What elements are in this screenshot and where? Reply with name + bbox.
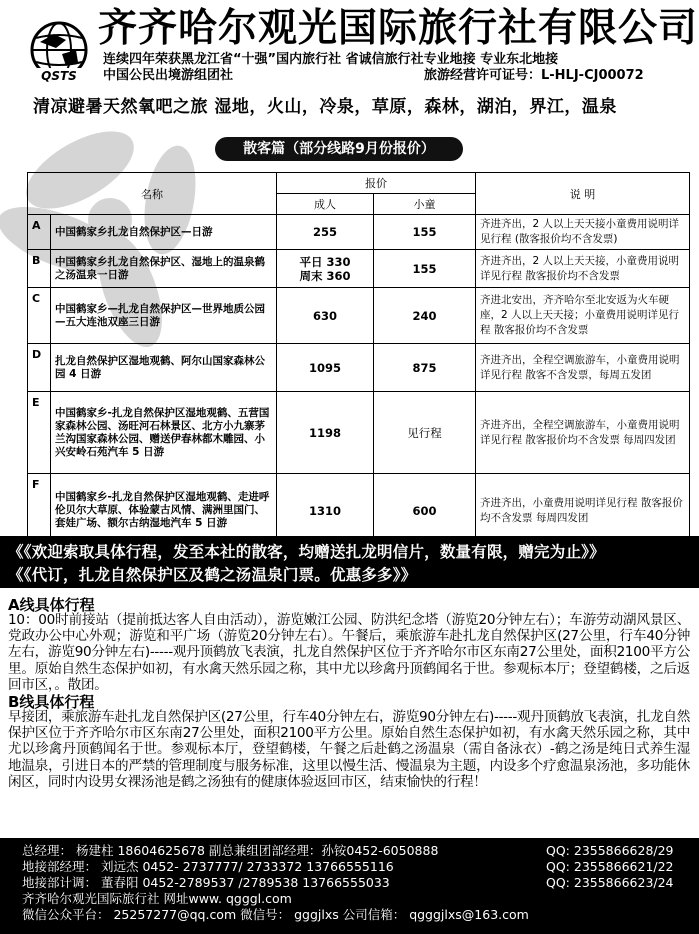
- route-name: 中国鹤家乡扎龙自然保护区、湿地上的温泉鹤之汤温泉一日游: [51, 250, 277, 288]
- route-code: A: [28, 215, 51, 250]
- route-note: 齐进齐出，2 人以上天天接，小童费用说明详见行程 散客报价均不含发票: [476, 250, 690, 288]
- route-code: F: [28, 474, 51, 548]
- header-outbound: 中国公民出境游组团社: [103, 68, 234, 83]
- contact-gm-qq: QQ: 2355866628/29: [546, 843, 674, 858]
- contact-dj-qq: QQ: 2355866621/22: [546, 859, 674, 874]
- child-price: 155: [374, 215, 476, 250]
- col-child-header: 小童: [374, 194, 476, 215]
- table-row: [28, 215, 690, 250]
- route-name: 中国鹤家乡-扎龙自然保护区湿地观鹤、五营国家森林公园、汤旺河石林景区、北方小九寨茅兰沟国家森林公园、赠送伊春林都木雕园、小兴安岭石苑汽车 5 日游: [51, 392, 277, 474]
- adult-price: 1310: [277, 474, 374, 548]
- weekend-price: 周末 360: [299, 268, 351, 283]
- route-note: 齐进齐出，全程空调旅游车，小童费用说明详见行程 散客报价均不含发票 每周四发团: [476, 392, 690, 474]
- table-row: [28, 288, 690, 344]
- adult-price: [277, 250, 374, 288]
- col-name-header: 名称: [28, 173, 277, 215]
- child-price: 875: [374, 344, 476, 392]
- itinerary-b-title: B线具体行程: [8, 693, 95, 711]
- wechat-and-email[interactable]: 微信公众平台： 25257277@qq.com 微信号： gggjlxs 公司信箱： qgggjlxs@163.com: [22, 907, 529, 922]
- slogan: 清凉避暑天然氧吧之旅 湿地，火山，冷泉，草原，森林，湖泊，界江，温泉: [33, 97, 617, 117]
- table-row: [28, 344, 690, 392]
- route-code: E: [28, 392, 51, 474]
- weekday-price: 平日 330: [299, 254, 351, 269]
- contact-dj-manager: 地接部经理： 刘远杰 0452- 2737777/ 2733372 13766555116: [22, 859, 394, 874]
- itinerary-a-text: 10：00时前接站（提前抵达客人自由活动），游览嫩江公园、防洪纪念塔（游览20分钟左右）；车游劳动湖风景区、党政办公中心外观；游览和平广场（游览20分钟左右）。午餐后，乘旅游车赴扎龙自然保护区(27公里，行车40分钟左右，游览90分钟左右)-----观丹顶鹤放飞表演，扎龙自然保护区位于齐齐哈尔市区东南27公里处，面积2100平方公里。原始自然生态保护如初，有水禽天然乐园之称，其中尤以珍禽丹顶鹤闻名于世。参观标本厅；登望鹤楼，之后返回市区，。散团。: [8, 612, 690, 693]
- table-row: [28, 250, 690, 288]
- child-price: 155: [374, 250, 476, 288]
- route-name: 扎龙自然保护区湿地观鹤、阿尔山国家森林公园 4 日游: [51, 344, 277, 392]
- contact-general-manager: 总经理： 杨建柱 18604625678 副总兼组团部经理：孙铵0452-6050888: [22, 843, 439, 858]
- child-price: 600: [374, 474, 476, 548]
- company-website[interactable]: 齐齐哈尔观光国际旅行社 网址www. qgggl.com: [22, 891, 292, 906]
- route-code: B: [28, 250, 51, 288]
- contact-footer: [0, 838, 699, 934]
- route-code: C: [28, 288, 51, 344]
- adult-price: 1198: [277, 392, 374, 474]
- promo-band: [0, 536, 699, 588]
- adult-price: 255: [277, 215, 374, 250]
- route-name: 中国鹤家乡扎龙自然保护区—日游: [51, 215, 277, 250]
- promo-line-postcard: 《《欢迎索取具体行程，发至本社的散客，均赠送扎龙明信片，数量有限，赠完为止》》: [8, 543, 605, 561]
- company-name: 齐齐哈尔观光国际旅行社有限公司: [98, 6, 699, 51]
- header-license: 旅游经营许可证号：L-HLJ-CJ00072: [424, 68, 644, 83]
- route-note: 齐进齐出，全程空调旅游车，小童费用说明详见行程 散客不含发票，每周五发团: [476, 344, 690, 392]
- child-price: 见行程: [374, 392, 476, 474]
- col-note-header: 说 明: [476, 173, 690, 215]
- price-table: [27, 172, 690, 548]
- promo-line-tickets: 《《代订，扎龙自然保护区及鹤之汤温泉门票。优惠多多》》: [8, 566, 417, 584]
- company-logo: [26, 20, 92, 86]
- logo-text: QSTS: [41, 69, 77, 83]
- adult-price: 1095: [277, 344, 374, 392]
- contact-dj2-qq: QQ: 2355866623/24: [546, 875, 674, 890]
- contact-dj-planner: 地接部计调： 董春阳 0452-2789537 /2789538 13766555033: [22, 875, 390, 890]
- header-awards: 连续四年荣获黑龙江省“十强”国内旅行社 省诚信旅行社专业地接 专业东北地接: [103, 52, 559, 67]
- route-note: 齐进齐出，2 人以上天天接小童费用说明详见行程 (散客报价均不含发票): [476, 215, 690, 250]
- table-row: [28, 392, 690, 474]
- route-name: 中国鹤家乡-扎龙自然保护区湿地观鹤、走进呼伦贝尔大草原、体验蒙古风情、满洲里国门、套娃广场、额尔古纳湿地汽车 5 日游: [51, 474, 277, 548]
- pricing-banner: 散客篇（部分线路9月份报价）: [215, 137, 463, 161]
- itinerary-b-text: 早接团，乘旅游车赴扎龙自然保护区(27公里，行车40分钟左右，游览90分钟左右)-----观丹顶鹤放飞表演，扎龙自然保护区位于齐齐哈尔市区东南27公里处，面积2100平方公里。原始自然生态保护如初，有水禽天然乐园之称，其中尤以珍禽丹顶鹤闻名于世。参观标本厅，登望鹤楼，午餐之后赴鹤之汤温泉（需自备泳衣）-鹤之汤是纯日式养生湿地温泉，引进日本的严禁的管理制度与服务标准，这里以慢生活、慢温泉为主题，内设多个疗愈温泉汤池，多功能休闲区，同时内设男女裸汤池是鹤之汤独有的健康体验返回市区，结束愉快的行程！: [8, 709, 690, 790]
- col-price-header: 报价: [277, 173, 476, 194]
- route-note: 齐进齐出，小童费用说明详见行程 散客报价均不含发票 每周四发团: [476, 474, 690, 548]
- adult-price: 630: [277, 288, 374, 344]
- child-price: 240: [374, 288, 476, 344]
- itinerary-a-title: A线具体行程: [8, 596, 95, 614]
- route-note: 齐进北安出，齐齐哈尔至北安返为火车硬座，2 人以上天天接；小童费用说明详见行程 散客报价均不含发票: [476, 288, 690, 344]
- route-name: 中国鹤家乡—扎龙自然保护区—世界地质公园—五大连池双座三日游: [51, 288, 277, 344]
- route-code: D: [28, 344, 51, 392]
- col-adult-header: 成人: [277, 194, 374, 215]
